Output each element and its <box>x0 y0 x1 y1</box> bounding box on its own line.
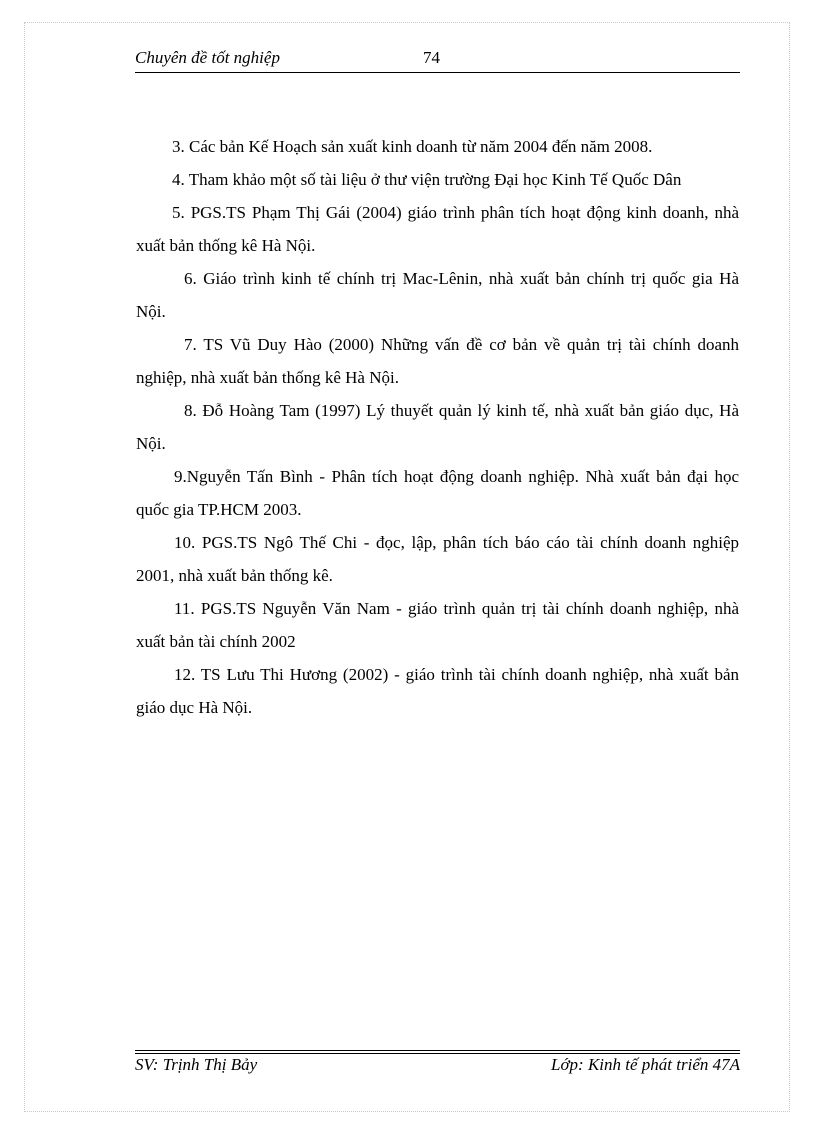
reference-item: 4. Tham khảo một số tài liệu ở thư viện trường Đại học Kinh Tế Quốc Dân <box>172 170 682 189</box>
reference-list <box>136 130 739 724</box>
page-footer <box>135 1055 740 1079</box>
reference-item: 12. TS Lưu Thi Hương (2002) - giáo trình tài chính doanh nghiệp, nhà xuất bản giáo dục Hà Nội. <box>136 665 739 717</box>
reference-item: 9.Nguyễn Tấn Bình - Phân tích hoạt động doanh nghiệp. Nhà xuất bản đại học quốc gia TP.HCM 2003. <box>136 467 739 519</box>
footer-student: SV: Trịnh Thị Bảy <box>135 1055 258 1074</box>
footer-class: Lớp: Kinh tế phát triển 47A <box>551 1055 740 1074</box>
reference-item: 8. Đỗ Hoàng Tam (1997) Lý thuyết quản lý kinh tế, nhà xuất bản giáo dục, Hà Nội. <box>136 401 739 453</box>
reference-item: 5. PGS.TS Phạm Thị Gái (2004) giáo trình phân tích hoạt động kinh doanh, nhà xuất bản thống kê Hà Nội. <box>136 203 739 255</box>
page-header <box>135 48 740 72</box>
footer-rule <box>135 1050 740 1051</box>
reference-item: 11. PGS.TS Nguyễn Văn Nam - giáo trình quản trị tài chính doanh nghiệp, nhà xuất bản tài chính 2002 <box>136 599 739 651</box>
page-number: 74 <box>423 48 440 67</box>
header-rule <box>135 72 740 74</box>
header-title: Chuyên đề tốt nghiệp <box>135 48 280 67</box>
reference-item: 6. Giáo trình kinh tế chính trị Mac-Lênin, nhà xuất bản chính trị quốc gia Hà Nội. <box>136 269 739 321</box>
reference-item: 3. Các bản Kế Hoạch sản xuất kinh doanh từ năm 2004 đến năm 2008. <box>172 137 653 156</box>
reference-item: 7. TS Vũ Duy Hào (2000) Những vấn đề cơ bản về quản trị tài chính doanh nghiệp, nhà xuất bản thống kê Hà Nội. <box>136 335 739 387</box>
footer-rule <box>135 1053 740 1054</box>
reference-item: 10. PGS.TS Ngô Thế Chi - đọc, lập, phân tích báo cáo tài chính doanh nghiệp 2001, nhà xuất bản thống kê. <box>136 533 739 585</box>
